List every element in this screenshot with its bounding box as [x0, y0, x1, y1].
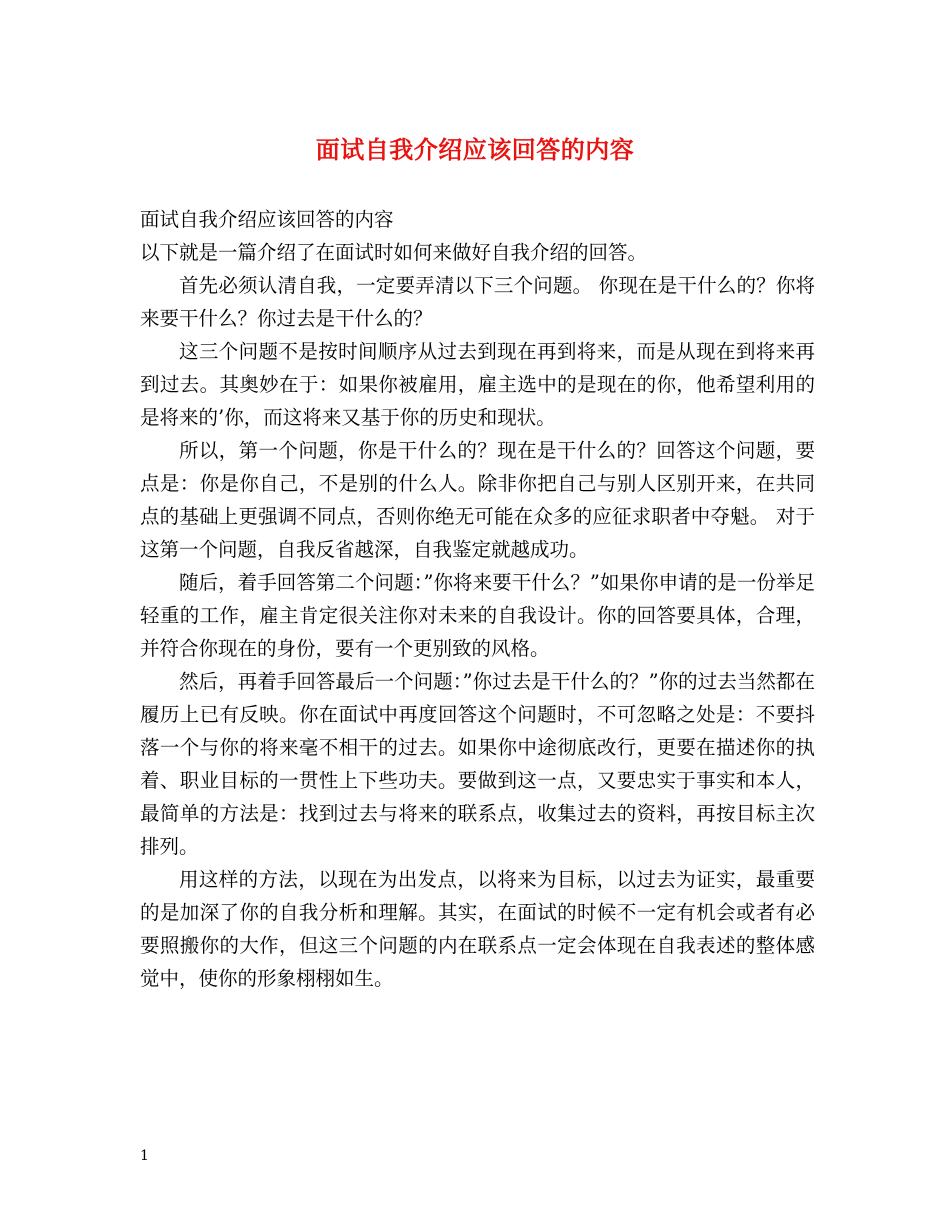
paragraph-second-question: 随后，着手回答第二个问题：”你将来要干什么？”如果你申请的是一份举足轻重的工作，雇主肯定很关注你对未来的自我设计。你的回答要具体，合理，并符合你现在的身份，要有一个更别致的风格。	[140, 571, 815, 660]
paragraph-order: 这三个问题不是按时间顺序从过去到现在再到将来，而是从现在到将来再到过去。其奥妙在于：如果你被雇用，雇主选中的是现在的你，他希望利用的是将来的’你，而这将来又基于你的历史和现状。	[140, 340, 815, 429]
paragraph-third-question: 然后，再着手回答最后一个问题：”你过去是干什么的？”你的过去当然都在履历上已有反映。你在面试中再度回答这个问题时，不可忽略之处是：不要抖落一个与你的将来毫不相干的过去。如果你中途彻底改行，更要在描述你的执着、职业目标的一贯性上下些功夫。要做到这一点，又要忠实于事实和本人，最简单的方法是：找到过去与将来的联系点，收集过去的资料，再按目标主次排列。	[140, 670, 815, 858]
paragraph-first-question: 所以，第一个问题，你是干什么的？现在是干什么的？回答这个问题，要点是：你是你自己，不是别的什么人。除非你把自己与别人区别开来，在共同点的基础上更强调不同点，否则你绝无可能在众多的应征求职者中夺魁。 对于这第一个问题，自我反省越深，自我鉴定就越成功。	[140, 439, 815, 561]
paragraph-conclusion: 用这样的方法，以现在为出发点，以将来为目标，以过去为证实，最重要的是加深了你的自我分析和理解。其实，在面试的时候不一定有机会或者有必要照搬你的大作，但这三个问题的内在联系点一定会体现在自我表述的整体感觉中，使你的形象栩栩如生。	[140, 868, 815, 990]
paragraph-three-questions: 首先必须认清自我，一定要弄清以下三个问题。 你现在是干什么的？你将来要干什么？你过去是干什么的？	[140, 274, 815, 330]
document-body	[140, 203, 815, 995]
document-title: 面试自我介绍应该回答的内容	[315, 135, 635, 164]
paragraph-intro: 以下就是一篇介绍了在面试时如何来做好自我介绍的回答。	[140, 241, 648, 264]
paragraph-heading: 面试自我介绍应该回答的内容	[140, 208, 394, 231]
page-number: 1	[140, 1148, 149, 1164]
